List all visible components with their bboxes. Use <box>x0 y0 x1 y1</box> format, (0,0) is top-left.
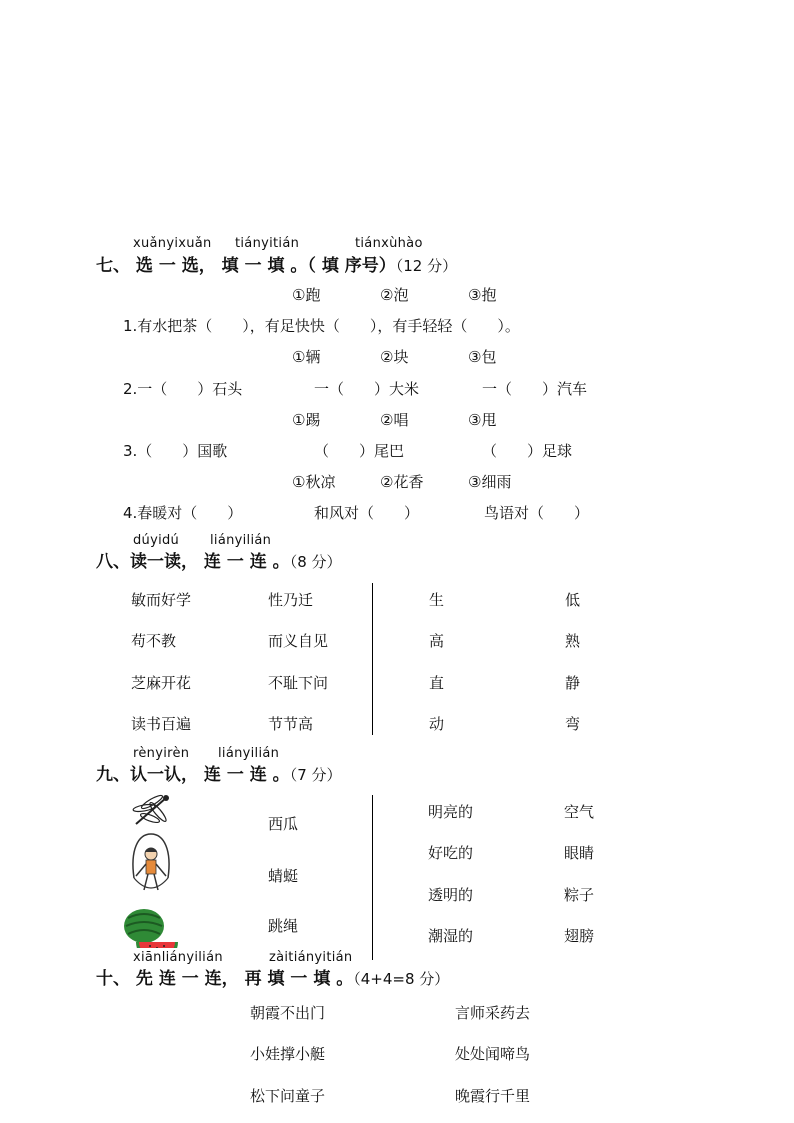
s8-pinyin-1: dúyidú <box>133 533 180 548</box>
s8-left2-item: 不耻下问 <box>268 674 329 692</box>
s8-left2-item: 而义自见 <box>268 632 329 650</box>
q2-item-3: 一（ ）汽车 <box>482 380 588 398</box>
q2-item-1: 2.一（ ）石头 <box>123 380 243 398</box>
jump-rope-child-icon <box>128 830 174 900</box>
q2-item-2: 一（ ）大米 <box>314 380 420 398</box>
s8-right2-item: 静 <box>565 674 581 692</box>
s9-title: 九、认一认， 连 一 连 。 <box>96 765 290 785</box>
s9-word-item: 跳绳 <box>268 917 299 935</box>
watermelon-icon <box>122 906 180 948</box>
q1-option-3: ③抱 <box>468 286 497 304</box>
s10-score: （4+4=8 分） <box>353 970 450 988</box>
s10-right-item: 晚霞行千里 <box>455 1087 531 1105</box>
s9-adj-item: 潮湿的 <box>428 927 474 945</box>
s9-adj-item: 明亮的 <box>428 803 474 821</box>
q4-option-2: ②花香 <box>380 473 424 491</box>
s7-pinyin-1: xuǎnyixuǎn <box>133 236 212 251</box>
q1-option-1: ①跑 <box>292 286 321 304</box>
s8-left2-item: 节节高 <box>268 715 314 733</box>
s8-left1-item: 读书百遍 <box>131 715 192 733</box>
s8-title: 八、读一读， 连 一 连 。 <box>96 552 290 572</box>
s8-score: （8 分） <box>289 553 342 571</box>
s7-pinyin-3: tiánxùhào <box>355 236 423 251</box>
s9-divider <box>372 795 373 960</box>
s10-pinyin-1: xiānliányilián <box>133 950 223 965</box>
s7-heading <box>96 251 457 276</box>
s9-noun-item: 翅膀 <box>564 927 595 945</box>
q2-option-2: ②块 <box>380 348 409 366</box>
s7-title: 七、 选 一 选， 填 一 填 。（ 填 序号） <box>96 256 396 276</box>
s8-right1-item: 动 <box>429 715 445 733</box>
s9-noun-item: 空气 <box>564 803 595 821</box>
s8-left1-item: 芝麻开花 <box>131 674 192 692</box>
q3-option-2: ②唱 <box>380 411 409 429</box>
s7-pinyin-2: tiányitián <box>235 236 300 251</box>
q3-item-1: 3.（ ）国歌 <box>123 442 228 460</box>
q2-option-3: ③包 <box>468 348 497 366</box>
s8-left2-item: 性乃迁 <box>268 591 314 609</box>
s8-right2-item: 熟 <box>565 632 581 650</box>
q1-text: 1.有水把茶（ ），有足快快（ ），有手轻轻（ ）。 <box>123 317 520 335</box>
q4-item-1: 4.春暖对（ ） <box>123 504 243 522</box>
s7-score: （12 分） <box>395 257 458 275</box>
s10-heading <box>96 964 449 989</box>
s8-right2-item: 弯 <box>565 715 581 733</box>
s9-word-item: 蜻蜓 <box>268 867 299 885</box>
s9-adj-item: 透明的 <box>428 886 474 904</box>
s9-word-item: 西瓜 <box>268 815 299 833</box>
s8-left1-item: 敏而好学 <box>131 591 192 609</box>
s9-noun-item: 粽子 <box>564 886 595 904</box>
s8-divider <box>372 583 373 735</box>
s8-right1-item: 生 <box>429 591 445 609</box>
s8-right2-item: 低 <box>565 591 581 609</box>
q3-item-2: （ ）尾巴 <box>314 442 405 460</box>
q3-option-1: ①踢 <box>292 411 321 429</box>
s8-left1-item: 苟不教 <box>131 632 177 650</box>
s10-left-item: 朝霞不出门 <box>250 1004 326 1022</box>
s10-left-item: 小娃撑小艇 <box>250 1045 326 1063</box>
q4-item-3: 鸟语对（ ） <box>484 504 590 522</box>
q2-option-1: ①辆 <box>292 348 321 366</box>
s10-right-item: 言师采药去 <box>455 1004 531 1022</box>
q1-option-2: ②泡 <box>380 286 409 304</box>
s8-pinyin-2: liányilián <box>210 533 272 548</box>
q3-item-3: （ ）足球 <box>482 442 573 460</box>
s9-pinyin-2: liányilián <box>218 746 280 761</box>
s8-heading <box>96 547 342 572</box>
dragonfly-icon <box>128 792 174 828</box>
s10-right-item: 处处闻啼鸟 <box>455 1045 531 1063</box>
s9-noun-item: 眼睛 <box>564 844 595 862</box>
s9-score: （7 分） <box>289 766 342 784</box>
q3-option-3: ③甩 <box>468 411 497 429</box>
q4-option-1: ①秋凉 <box>292 473 336 491</box>
q4-option-3: ③细雨 <box>468 473 512 491</box>
s10-title: 十、 先 连 一 连， 再 填 一 填 。 <box>96 969 354 989</box>
s10-pinyin-2: zàitiányitián <box>269 950 353 965</box>
s9-adj-item: 好吃的 <box>428 844 474 862</box>
s9-pinyin-1: rènyirèn <box>133 746 190 761</box>
q4-item-2: 和风对（ ） <box>314 504 420 522</box>
s10-left-item: 松下问童子 <box>250 1087 326 1105</box>
s8-right1-item: 高 <box>429 632 445 650</box>
s8-right1-item: 直 <box>429 674 445 692</box>
s9-heading <box>96 760 342 785</box>
